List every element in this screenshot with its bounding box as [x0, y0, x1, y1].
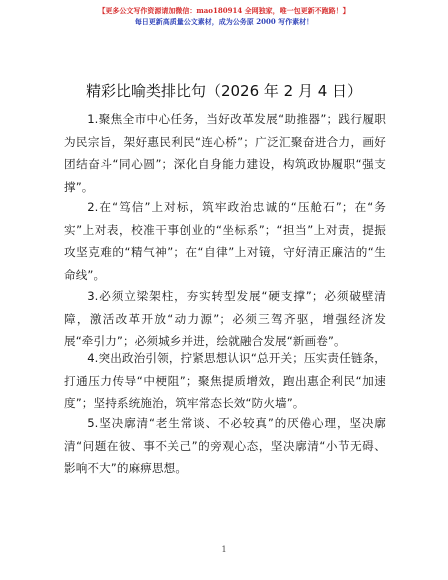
page-number: 1: [221, 545, 227, 554]
document-title: 精彩比喻类排比句（2026 年 2 月 4 日）: [85, 82, 363, 100]
paragraph-4: 4.突出政治引领，拧紧思想认识“总开关；压实责任链条，打通压力传导“中梗阻”；聚焦提质增效，跑出惠企利民“加速度”；坚持系统施治，筑牢常态长效“防火墙”。: [64, 351, 386, 410]
promo-banner-line-2: 每日更新高质量公文素材，成为公务原 2000 写作素材！: [134, 17, 314, 26]
paragraph-1: 1.聚焦全市中心任务，当好改革发展“助推器”；践行履职为民宗旨，架好惠民利民“连心桥”；广泛汇聚奋进合力，画好团结奋斗“同心圆”；深化自身能力建设，构筑政协履职“强支撑”。: [64, 112, 386, 194]
promo-banner-line-1: 【更多公文写作资源请加微信：mao180914 全网独家，唯一包更新不跑路！】: [98, 6, 350, 15]
paragraph-2: 2.在“笃信”上对标，筑牢政治忠诚的“压舱石”；在“务实”上对表，校准干事创业的“坐标系”；“担当”上对责，提振攻坚克难的“精气神”；在“自律”上对镜，守好清正廉洁的“生命线”。: [64, 200, 386, 282]
paragraph-5: 5.坚决廓清“老生常谈、不必较真”的厌倦心理，坚决廓清“问题在彼、事不关己”的旁观心态，坚决廓清“小节无碍、影响不大”的麻痹思想。: [64, 416, 386, 475]
paragraph-3: 3.必须立梁架柱，夯实转型发展“硬支撑”；必须破壁清障，激活改革开放“动力源”；必须三驾齐驱，增强经济发展“牵引力”；必须城乡并进，绘就融合发展“新画卷”。: [64, 289, 386, 348]
